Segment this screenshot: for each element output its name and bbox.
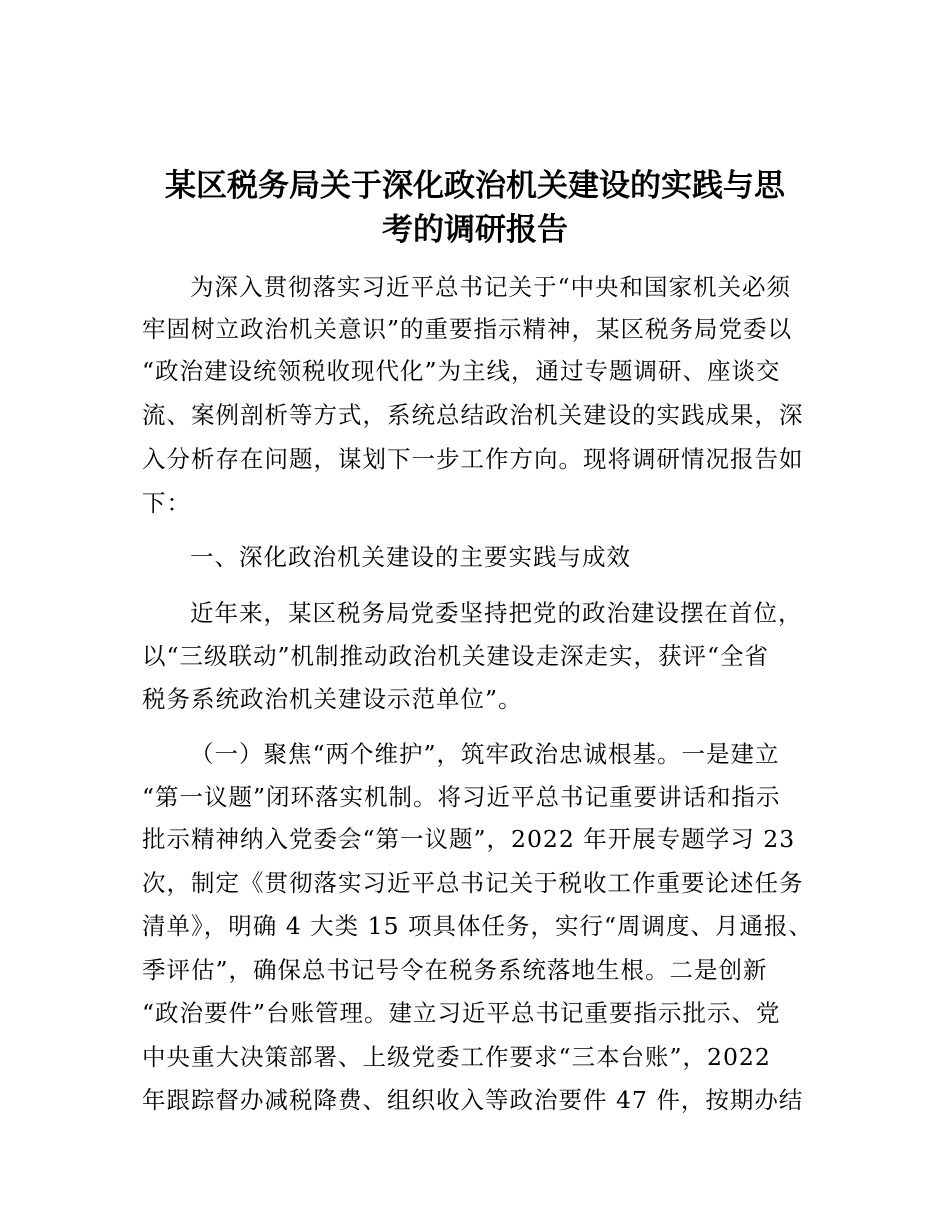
- subsection-heading: （一）聚焦“两个维护”，筑牢政治忠诚根基。一是建立: [190, 740, 780, 768]
- paragraph-line: 清单》，明确 4 大类 15 项具体任务，实行“周调度、月通报、: [142, 912, 813, 940]
- paragraph-line: 下：: [142, 489, 191, 517]
- paragraph-line: “第一议题”闭环落实机制。将习近平总书记重要讲话和指示: [142, 783, 781, 811]
- paragraph-line: 流、案例剖析等方式，系统总结政治机关建设的实践成果，深: [142, 401, 804, 429]
- paragraph-line: 中央重大决策部署、上级党委工作要求“三本台账”，2022: [142, 1043, 771, 1071]
- paragraph-line: 次，制定《贯彻落实习近平总书记关于税收工作重要论述任务: [142, 869, 804, 897]
- paragraph-line: 年跟踪督办减税降费、组织收入等政治要件 47 件，按期办结: [142, 1086, 804, 1114]
- title-line: 考的调研报告: [382, 212, 568, 248]
- title-line: 某区税务局关于深化政治机关建设的实践与思: [165, 168, 785, 204]
- paragraph-line: 季评估”，确保总书记号令在税务系统落地生根。二是创新: [142, 956, 768, 984]
- paragraph-line: 近年来，某区税务局党委坚持把党的政治建设摆在首位，: [190, 599, 803, 627]
- paragraph-line: “政治要件”台账管理。建立习近平总书记重要指示批示、党: [142, 999, 781, 1027]
- paragraph-line: 以“三级联动”机制推动政治机关建设走深走实，获评“全省: [142, 642, 770, 670]
- paragraph-line: “政治建设统领税收现代化”为主线，通过专题调研、座谈交: [142, 357, 781, 385]
- paragraph-line: 税务系统政治机关建设示范单位”。: [142, 685, 523, 713]
- paragraph-line: 批示精神纳入党委会“第一议题”，2022 年开展专题学习 23: [142, 825, 796, 853]
- paragraph-line: 为深入贯彻落实习近平总书记关于“中央和国家机关必须: [190, 273, 792, 301]
- paragraph-line: 牢固树立政治机关意识”的重要指示精神，某区税务局党委以: [142, 315, 793, 343]
- document-title: [100, 164, 850, 252]
- paragraph-line: 入分析存在问题，谋划下一步工作方向。现将调研情况报告如: [142, 445, 804, 473]
- section-heading: 一、深化政治机关建设的主要实践与成效: [190, 543, 631, 571]
